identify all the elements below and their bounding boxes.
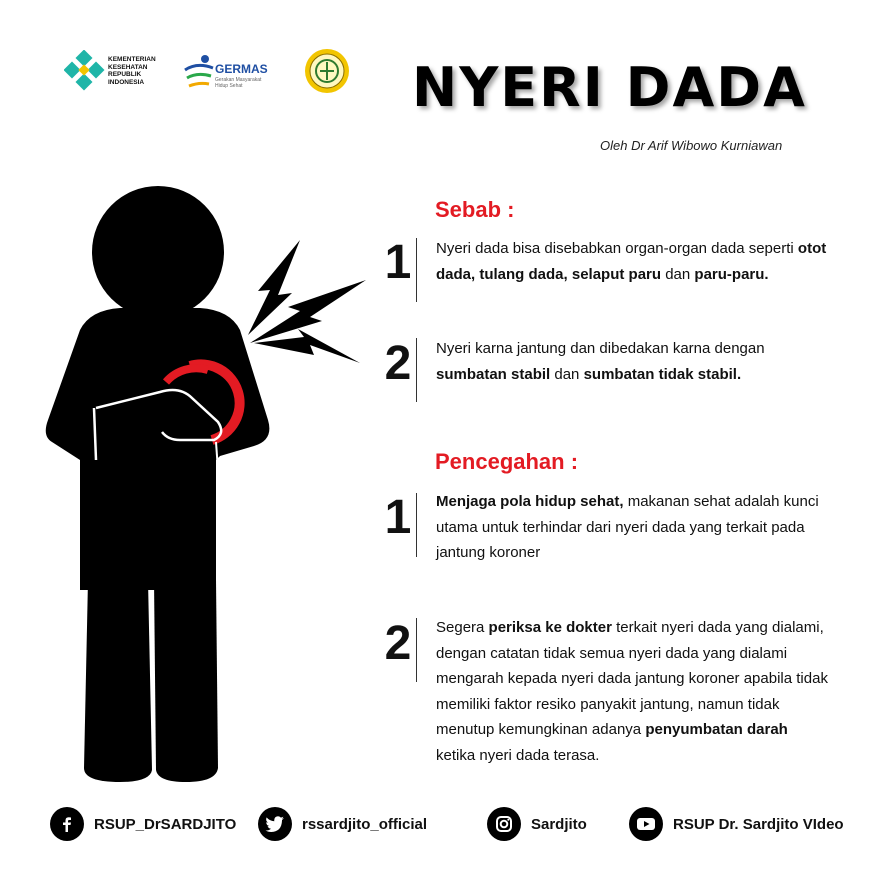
kemenkes-icon [64, 50, 108, 94]
facebook-handle: RSUP_DrSARDJITO [94, 815, 237, 833]
pencegahan-heading: Pencegahan : [435, 449, 579, 474]
twitter-handle: rssardjito_official [302, 815, 428, 833]
divider-line [416, 493, 417, 557]
youtube-handle: RSUP Dr. Sardjito VIdeo [673, 815, 844, 833]
kemenkes-label: KEMENTERIAN KESEHATAN REPUBLIK INDONESIA [108, 56, 156, 86]
divider-line [416, 618, 417, 682]
pencegahan-item-1-text: Menjaga pola hidup sehat, makanan sehat adalah kunci utama untuk terhindar dari nyeri dada yang terkait pada jantung koroner [436, 493, 819, 561]
facebook-icon [50, 807, 84, 841]
sebab-item-2-text: Nyeri karna jantung dan dibedakan karna dengan sumbatan stabil dan sumbatan tidak stabil. [436, 340, 765, 383]
germas-icon [183, 50, 215, 94]
instagram-icon [487, 807, 521, 841]
divider-line [416, 238, 417, 302]
youtube-link[interactable] [629, 807, 844, 841]
germas-logo [183, 50, 283, 94]
sebab-number-1: 1 [384, 236, 412, 289]
sebab-number-2: 2 [384, 337, 412, 390]
youtube-icon [629, 807, 663, 841]
sebab-heading: Sebab : [435, 197, 515, 222]
hospital-seal-logo [304, 48, 350, 94]
instagram-handle: Sardjito [531, 815, 587, 833]
author-credit: Oleh Dr Arif Wibowo Kurniawan [600, 138, 783, 153]
pencegahan-number-1: 1 [384, 491, 412, 544]
twitter-link[interactable] [258, 807, 427, 841]
page-title: NYERI DADA [412, 56, 807, 119]
twitter-icon [258, 807, 292, 841]
pencegahan-number-2: 2 [384, 617, 412, 670]
germas-label: GERMAS [215, 62, 268, 76]
instagram-link[interactable] [487, 807, 587, 841]
sebab-item-1-text: Nyeri dada bisa disebabkan organ-organ dada seperti otot dada, tulang dada, selaput paru dan paru-paru. [436, 240, 827, 283]
kemenkes-logo [64, 50, 174, 94]
lightning-bolt-icon [240, 235, 370, 375]
divider-line [416, 338, 417, 402]
facebook-link[interactable] [50, 807, 236, 841]
pencegahan-item-2-text: Segera periksa ke dokter terkait nyeri dada yang dialami, dengan catatan tidak semua nyeri dada yang dialami mengarah kepada nyeri dada jantung koroner apabila tidak memiliki faktor resiko panyakit jantung, namun tidak menutup kemungkinan adanya penyumbatan darah ketika nyeri dada terasa. [436, 619, 828, 764]
germas-subtitle: Gerakan Masyarakat Hidup Sehat [215, 77, 262, 89]
seal-icon [304, 48, 350, 94]
